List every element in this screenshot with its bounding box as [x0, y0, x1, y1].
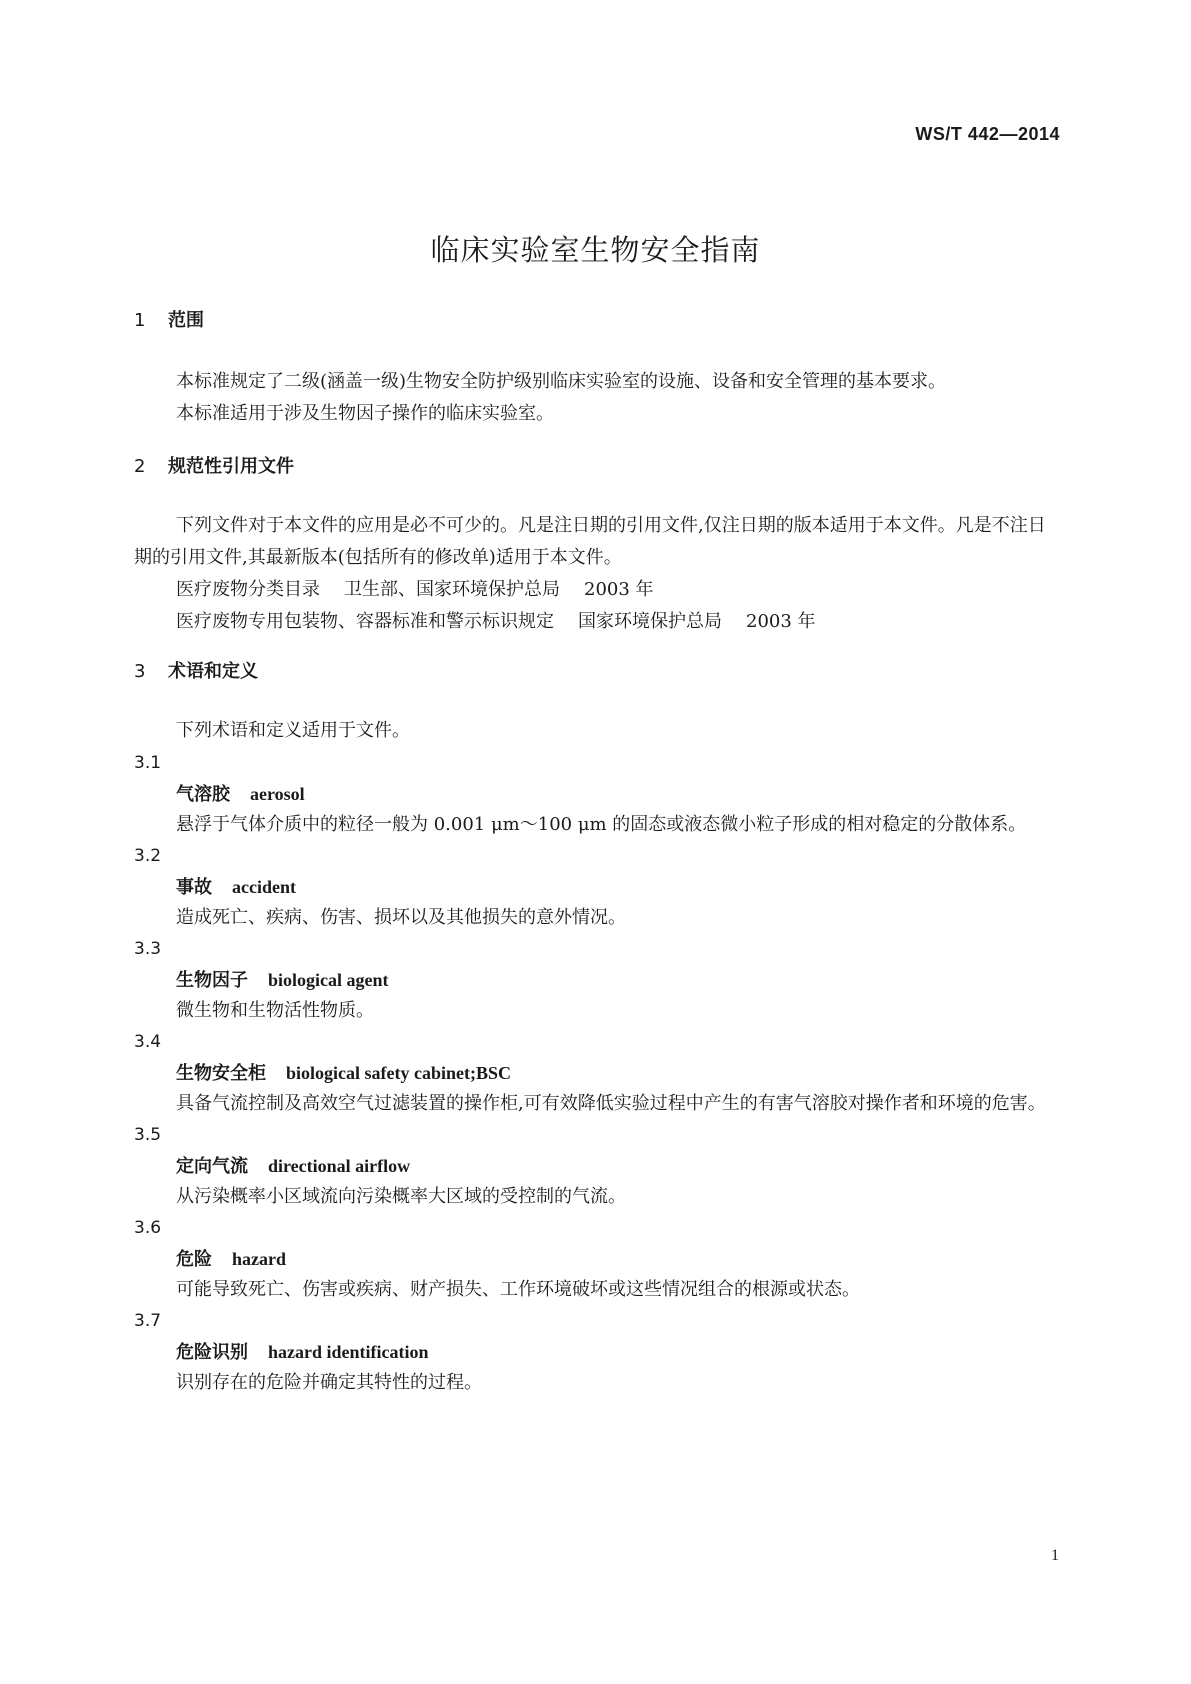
term-chinese: 危险 — [176, 1249, 212, 1270]
term-heading — [134, 872, 1058, 903]
term-chinese: 定向气流 — [176, 1156, 248, 1177]
paragraph: 本标准规定了二级(涵盖一级)生物安全防护级别临床实验室的设施、设备和安全管理的基本要求。 — [176, 371, 947, 392]
term-entry — [134, 840, 1058, 933]
reference-year: 2003 年 — [584, 579, 654, 600]
term-number: 3.7 — [134, 1311, 162, 1331]
term-heading — [134, 965, 1058, 996]
reference-issuer: 卫生部、国家环境保护总局 — [344, 579, 560, 600]
paragraph: 下列术语和定义适用于文件。 — [176, 720, 410, 741]
term-number: 3.3 — [134, 939, 162, 959]
section-title: 范围 — [168, 310, 204, 331]
term-heading — [134, 1058, 1058, 1089]
term-heading — [134, 1244, 1058, 1275]
section-title: 规范性引用文件 — [168, 456, 294, 477]
term-definition: 从污染概率小区域流向污染概率大区域的受控制的气流。 — [176, 1186, 626, 1207]
section-number: 2 — [134, 456, 146, 477]
term-entry — [134, 1305, 1058, 1398]
term-english: hazard — [232, 1249, 286, 1269]
reference-title: 医疗废物专用包装物、容器标准和警示标识规定 — [176, 611, 554, 632]
section-terms-definitions-body — [134, 715, 1058, 1398]
term-number: 3.6 — [134, 1218, 162, 1238]
term-entry — [134, 1119, 1058, 1212]
document-title: 临床实验室生物安全指南 — [430, 233, 761, 267]
term-heading — [134, 1337, 1058, 1368]
term-english: biological agent — [268, 970, 389, 990]
reference-year: 2003 年 — [746, 611, 816, 632]
term-entry — [134, 1212, 1058, 1305]
reference-title: 医疗废物分类目录 — [176, 579, 320, 600]
term-english: hazard identification — [268, 1342, 429, 1362]
term-entry — [134, 747, 1058, 840]
term-definition: 造成死亡、疾病、伤害、损坏以及其他损失的意外情况。 — [176, 907, 626, 928]
section-heading — [134, 456, 1058, 478]
paragraph: 本标准适用于涉及生物因子操作的临床实验室。 — [176, 403, 554, 424]
standard-code: WS/T 442—2014 — [915, 124, 1060, 144]
section-number: 3 — [134, 661, 146, 682]
term-heading — [134, 1151, 1058, 1182]
term-number: 3.5 — [134, 1125, 162, 1145]
section-normative-references-body — [134, 510, 1058, 638]
section-heading — [134, 310, 1058, 332]
term-definition: 微生物和生物活性物质。 — [176, 1000, 374, 1021]
section-scope — [134, 310, 1058, 332]
section-number: 1 — [134, 310, 146, 331]
term-english: accident — [232, 877, 296, 897]
term-definition: 识别存在的危险并确定其特性的过程。 — [176, 1372, 482, 1393]
term-heading — [134, 779, 1058, 810]
paragraph: 下列文件对于本文件的应用是必不可少的。凡是注日期的引用文件,仅注日期的版本适用于本文件。凡是不注日期的引用文件,其最新版本(包括所有的修改单)适用于本文件。 — [134, 515, 1046, 568]
reference-item — [134, 574, 1058, 606]
term-chinese: 生物因子 — [176, 970, 248, 991]
section-heading — [134, 661, 1058, 683]
term-number: 3.1 — [134, 753, 162, 773]
section-terms-definitions — [134, 661, 1058, 683]
term-chinese: 生物安全柜 — [176, 1063, 266, 1084]
reference-item — [134, 606, 1058, 638]
page-number: 1 — [1051, 1547, 1059, 1564]
term-entry — [134, 933, 1058, 1026]
term-chinese: 事故 — [176, 877, 212, 898]
term-definition: 可能导致死亡、伤害或疾病、财产损失、工作环境破坏或这些情况组合的根源或状态。 — [176, 1279, 860, 1300]
term-entry — [134, 1026, 1058, 1119]
term-chinese: 危险识别 — [176, 1342, 248, 1363]
term-number: 3.2 — [134, 846, 162, 866]
term-number: 3.4 — [134, 1032, 162, 1052]
term-english: directional airflow — [268, 1156, 411, 1176]
term-definition: 悬浮于气体介质中的粒径一般为 0.001 μm～100 μm 的固态或液态微小粒子形成的相对稳定的分散体系。 — [176, 814, 1027, 835]
term-chinese: 气溶胶 — [176, 784, 230, 805]
term-english: aerosol — [250, 784, 305, 804]
section-normative-references — [134, 456, 1058, 478]
term-definition: 具备气流控制及高效空气过滤装置的操作柜,可有效降低实验过程中产生的有害气溶胶对操作者和环境的危害。 — [176, 1093, 1046, 1114]
section-scope-body — [134, 366, 1058, 430]
reference-issuer: 国家环境保护总局 — [578, 611, 722, 632]
section-title: 术语和定义 — [168, 661, 258, 682]
term-english: biological safety cabinet;BSC — [286, 1063, 511, 1083]
